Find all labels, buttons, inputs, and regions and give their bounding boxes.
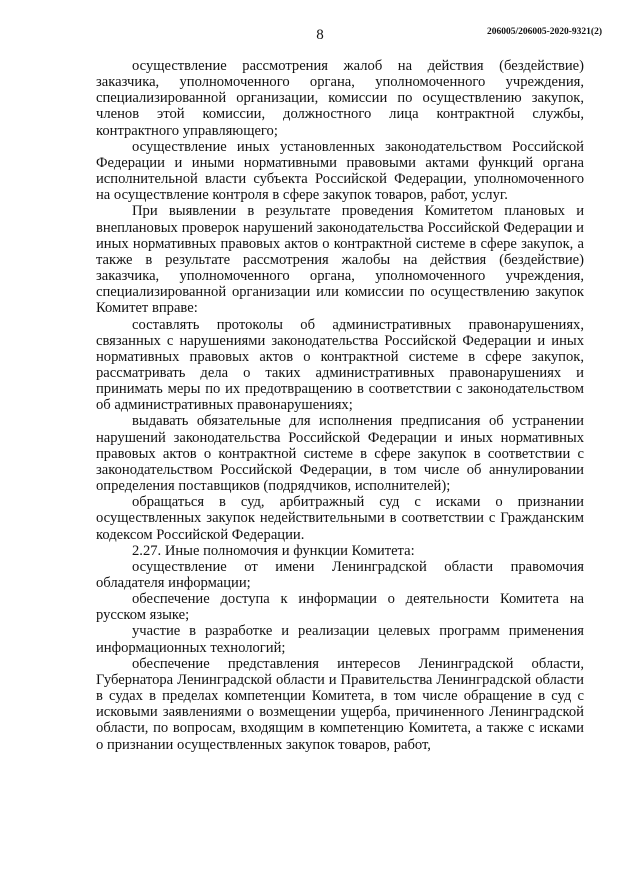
page-number: 8: [316, 27, 324, 43]
paragraph-information-access: обеспечение доступа к информации о деятельности Комитета на русском языке;: [96, 591, 584, 624]
paragraph-other-control-functions: осуществление иных установленных законодательством Российской Федерации и иными нормативными правовыми актами функций органа исполнительной власти субъекта Российской Федерации, уполномоченного на осуществление контроля в сфере закупок товаров, работ, услуг.: [96, 138, 584, 204]
paragraph-court-claims: обращаться в суд, арбитражный суд с исками о признании осуществленных закупок недействительными в соответствии с Гражданским кодексом Российской Федерации.: [96, 494, 584, 543]
paragraph-complaints-review: осуществление рассмотрения жалоб на действия (бездействие) заказчика, уполномоченного органа, уполномоченного учреждения, специализированной организации, комиссии по осуществлению закупок, членов этой комиссии, должностного лица контрактной службы, контрактного управляющего;: [96, 58, 584, 139]
paragraph-court-representation: обеспечение представления интересов Ленинградской области, Губернатора Ленинградской области и Правительства Ленинградской области в судах в пределах компетенции Комитета, в том числе обращение в суд с исковыми заявлениями о возмещении ущерба, причиненного Ленинградской области, по вопросам, входящим в компетенцию Комитета, а также с исками о признании осуществленных закупок товаров, работ,: [96, 655, 584, 753]
document-body: [96, 58, 584, 753]
paragraph-committee-rights-intro: При выявлении в результате проведения Комитетом плановых и внеплановых проверок нарушений законодательства Российской Федерации и иных нормативных правовых актов о контрактной системе в сфере закупок, а также в результате рассмотрения жалобы на действия (бездействие) заказчика, уполномоченного органа, уполномоченного учреждения, специализированной организации или комиссии по осуществлению закупок Комитет вправе:: [96, 203, 584, 317]
paragraph-administrative-protocols: составлять протоколы об административных правонарушениях, связанных с нарушениями законодательства Российской Федерации и иных нормативных правовых актов о контрактной системе в сфере закупок, рассматривать дела о таких административных правонарушениях и принимать меры по их предотвращению в соответствии с законодательством об административных правонарушениях;: [96, 316, 584, 414]
document-code: 206005/206005-2020-9321(2): [486, 27, 602, 37]
paragraph-information-owner: осуществление от имени Ленинградской области правомочия обладателя информации;: [96, 558, 584, 591]
section-heading-2-27: 2.27. Иные полномочия и функции Комитета:: [132, 542, 415, 559]
paragraph-it-programs: участие в разработке и реализации целевых программ применения информационных технологий;: [96, 623, 584, 656]
paragraph-binding-orders: выдавать обязательные для исполнения предписания об устранении нарушений законодательства Российской Федерации и иных нормативных правовых актов о контрактной системе в сфере закупок в соответствии с законодательством Российской Федерации, в том числе об аннулировании определения поставщиков (подрядчиков, исполнителей);: [96, 413, 584, 495]
